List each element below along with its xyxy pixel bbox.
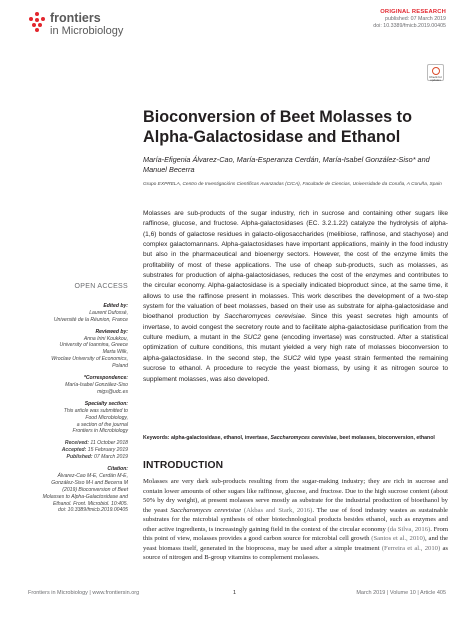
- updates-icon: [432, 67, 440, 75]
- citation-doi[interactable]: doi: 10.3389/fmicb.2019.00405: [58, 507, 128, 514]
- citation-text: Ethanol. Front. Microbiol. 10:405.: [52, 500, 128, 507]
- intro-text: . The use of food industry wastes as sustainable substrates for the microbial synthesis of other biotechnological products besides ethanol, such as enzymes and other active ingredients, is increasingly gaining field in the context of the circular economy: [143, 506, 449, 533]
- citation-link[interactable]: (Santos et al., 2010): [371, 535, 426, 543]
- article-meta: [373, 9, 446, 30]
- logo-journal: in Microbiology: [50, 25, 124, 37]
- author-list[interactable]: María-Efigenia Álvarez-Cao, María-Esperanza Cerdán, María-Isabel González-Siso* and Manuel Becerra: [143, 155, 430, 174]
- accepted-date: 15 February 2019: [87, 447, 128, 454]
- intro-text: as source of nitrogen and B-group vitamins to complement molasses.: [143, 544, 448, 562]
- specialty-text: Frontiers in Microbiology: [72, 428, 128, 435]
- published-date-sidebar: 07 March 2019: [94, 454, 128, 461]
- abstract-text: Molasses are sub-products of the sugar industry, rich in sucrose and containing other sugars like raffinose, glucose, and fructose. Alpha-galactosidases (EC. 3.2.1.22) catalyze the hydrolysis of alpha-(1,6) bonds of galactose residues in galacto-oligosaccharides (melibiose, raffinose, and stachyose) and complex galactomannans. Alpha-galactosidases have important applications, mainly in the food industry but also in the pharmaceutical and bioenergy sectors. However, the cost of the enzyme limits the profitability of most of these applications. The use of cheap sub-products, such as molasses, as substrates for production of alpha-galactosidases, reduces the cost of the enzymes and contributes to the circular economy. Alpha-galactosidase is a specially indicated bioproduct since, at the same time, it allows to use the raffinose present in molasses. This work describes the development of a two-step system for the valuation of beet molasses, based on their use as substrate for alpha-galactosidase and bioethanol production by: [143, 210, 448, 321]
- keywords: [143, 435, 448, 442]
- reviewer-institution: Poland: [112, 363, 128, 370]
- specialty-text: Food Microbiology,: [85, 414, 128, 421]
- keywords-species: Saccharomyces cerevisiae: [270, 435, 337, 441]
- published-date: published: 07 March 2019: [385, 16, 446, 22]
- correspondence-name: María-Isabel González-Siso: [65, 381, 128, 388]
- citation-text: González-Siso M-I and Becerra M: [51, 479, 128, 486]
- correspondence: [28, 375, 128, 396]
- doi-link[interactable]: doi: 10.3389/fmicb.2019.00405: [373, 23, 446, 29]
- reviewed-by: [28, 329, 128, 370]
- keywords-text: , beet molasses, bioconversion, ethanol: [336, 435, 435, 441]
- correspondence-email[interactable]: migs@udc.es: [97, 388, 128, 395]
- intro-text: Molasses are very dark sub-products resulting from the sugar-making industry; they are rich in sucrose and contain lower amounts of other sugars like raffinose, glucose, and fructose. Due to the high sucrose content (about 50% by dry weight), at present molasses serve mostly as substrate for the industrial production of bioethanol by the yeast: [143, 478, 448, 514]
- introduction-paragraph: [143, 477, 448, 563]
- article-type: ORIGINAL RESEARCH: [380, 9, 446, 15]
- published-label: Published:: [66, 454, 93, 461]
- keywords-text: alpha-galactosidase, ethanol, invertase,: [170, 435, 271, 441]
- correspondence-label: *Correspondence:: [83, 375, 128, 382]
- editor-name[interactable]: Laurent Dufossé,: [89, 309, 128, 316]
- footer-journal[interactable]: Frontiers in Microbiology | www.frontiersin.org: [28, 590, 140, 596]
- edited-by-label: Edited by:: [103, 302, 128, 309]
- citation-text: Molasses to Alpha-Galactosidase and: [42, 493, 128, 500]
- abstract-text: wild type yeast strain fermented the remaining sucrose to ethanol. A procedure to recycle the yeast biomass, by using it as nitrogen source to supplement molasses, was also developed.: [143, 354, 449, 383]
- frontiers-logo-icon: [28, 12, 46, 34]
- abstract-text: . Since this yeast secretes high amounts of invertase, to avoid congest the secretory route and to facilitate alpha-galactosidase purification from the culture medium, a mutant in the: [143, 313, 448, 342]
- reviewer-institution: Wroclaw University of Economics,: [51, 356, 128, 363]
- footer-volume: March 2019 | Volume 10 | Article 405: [356, 590, 446, 596]
- specialty-label: Specialty section:: [84, 400, 128, 407]
- logo-brand: frontiers: [50, 11, 101, 25]
- check-updates-label: Check for updates: [429, 75, 442, 83]
- accepted-label: Accepted:: [61, 447, 87, 454]
- citation-link[interactable]: (da Silva, 2016): [387, 525, 431, 533]
- intro-text: . From this point of view, molasses provides a good carbon source for microbial cell growth: [143, 525, 448, 543]
- article-sidebar: [28, 284, 128, 519]
- reviewer-institution: University of Ioannina, Greece: [59, 342, 128, 349]
- citation-link[interactable]: (Akbas and Stark, 2016): [243, 506, 313, 514]
- citation-label: Citation:: [107, 466, 128, 473]
- citation-link[interactable]: (Ferreira et al., 2010): [381, 544, 441, 552]
- specialty-text: This article was submitted to: [63, 407, 128, 414]
- edited-by: [28, 303, 128, 324]
- abstract-text: gene (encoding invertase) was constructed. After a statistical optimization of culture conditions, this mutant yielded a very high rate of molasses bioconversion to alpha-galactosidase. In the second step, the: [143, 334, 448, 362]
- citation-text: (2019) Bioconversion of Beet: [62, 486, 128, 493]
- article-dates: [28, 440, 128, 461]
- abstract: [143, 209, 448, 385]
- intro-species: Saccharomyces cerevisiae: [170, 506, 242, 514]
- received-label: Received:: [64, 440, 89, 447]
- abstract-gene: SUC2: [283, 354, 301, 362]
- reviewed-by-label: Reviewed by:: [95, 328, 128, 335]
- page-number: 1: [233, 590, 237, 596]
- keywords-label: Keywords:: [143, 435, 171, 441]
- page-header: [0, 0, 474, 58]
- article-title: Bioconversion of Beet Molasses to Alpha-Galactosidase and Ethanol: [143, 108, 412, 146]
- abstract-gene: SUC2: [243, 334, 261, 342]
- section-heading-introduction: INTRODUCTION: [143, 460, 224, 471]
- citation-block: [28, 466, 128, 514]
- specialty-text: a section of the journal: [76, 421, 128, 428]
- abstract-species: Saccharomyces cerevisiae: [224, 313, 305, 321]
- editor-institution: Université de la Réunion, France: [53, 316, 128, 323]
- journal-logo[interactable]: [28, 12, 123, 37]
- check-updates-badge[interactable]: [427, 64, 444, 81]
- affiliation: Grupo EXPRELA, Centro de Investigacións Científicas Avanzadas (CICA), Facultade de Ciencias, Universidade da Coruña, A Coruña, Spain: [143, 182, 442, 187]
- citation-text: Álvarez-Cao M-E, Cerdán M-E,: [57, 472, 128, 479]
- specialty-section: [28, 401, 128, 436]
- received-date: 11 October 2018: [90, 440, 128, 447]
- reviewer-name[interactable]: Anna Irini Koukkou,: [83, 335, 128, 342]
- intro-text: , and the yeast biomass itself, generated in the bioprocess, may be used after a simple treatment: [143, 535, 449, 552]
- reviewer-name[interactable]: Marta Wilk,: [102, 349, 128, 356]
- open-access-badge: OPEN ACCESS: [74, 283, 128, 290]
